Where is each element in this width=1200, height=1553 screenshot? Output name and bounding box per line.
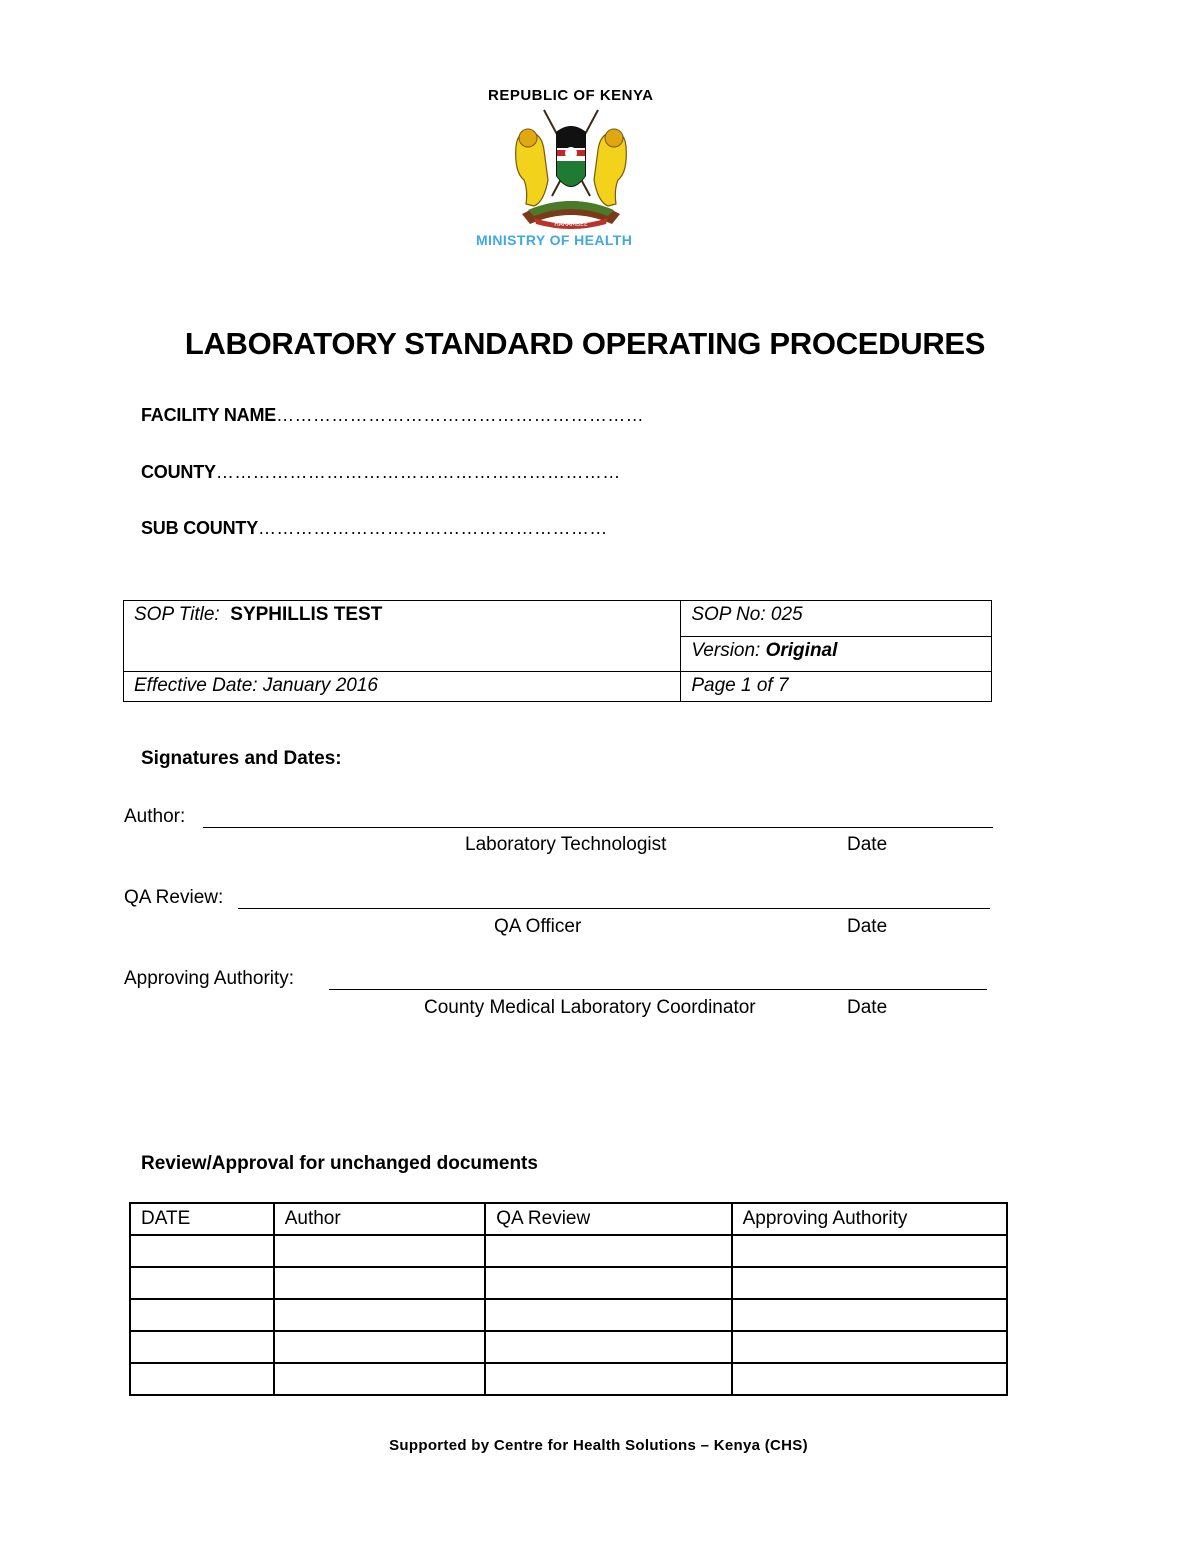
- emblem-motto: HARAMBEE: [554, 221, 588, 228]
- ministry-name: MINISTRY OF HEALTH: [476, 232, 633, 248]
- facility-name-field: [141, 405, 644, 426]
- table-cell[interactable]: [732, 1267, 1007, 1299]
- table-cell[interactable]: [130, 1331, 274, 1363]
- sop-number: SOP No: 025: [691, 604, 803, 625]
- table-cell[interactable]: [274, 1235, 486, 1267]
- approving-authority-role: County Medical Laboratory Coordinator: [424, 997, 756, 1018]
- author-signature-label: Author:: [124, 806, 186, 827]
- table-cell[interactable]: [274, 1363, 486, 1395]
- approving-authority-signature-label: Approving Authority:: [124, 968, 295, 989]
- sop-title-label: SOP Title:: [134, 604, 220, 625]
- sub-county-field: [141, 518, 608, 539]
- table-row: [130, 1267, 1007, 1299]
- author-date-label: Date: [847, 834, 888, 855]
- qa-review-signature-label: QA Review:: [124, 887, 224, 908]
- table-row: [130, 1331, 1007, 1363]
- table-cell[interactable]: [732, 1363, 1007, 1395]
- approving-authority-date-label: Date: [847, 997, 888, 1018]
- sop-version-value: Original: [765, 639, 838, 661]
- table-cell[interactable]: [485, 1363, 731, 1395]
- review-col-qa-review: QA Review: [485, 1203, 731, 1235]
- sop-title-value: SYPHILLIS TEST: [230, 604, 383, 625]
- footer-support-note: Supported by Centre for Health Solutions – Kenya (CHS): [389, 1437, 808, 1454]
- document-title: LABORATORY STANDARD OPERATING PROCEDURES: [184, 326, 986, 361]
- qa-review-role: QA Officer: [494, 916, 582, 937]
- table-cell[interactable]: [130, 1299, 274, 1331]
- review-approval-table: [129, 1202, 1008, 1396]
- table-cell[interactable]: [130, 1363, 274, 1395]
- qa-review-signature-line[interactable]: [238, 908, 990, 909]
- table-cell[interactable]: [485, 1299, 731, 1331]
- review-approval-heading: Review/Approval for unchanged documents: [141, 1153, 538, 1174]
- review-col-approving-authority: Approving Authority: [732, 1203, 1007, 1235]
- county-dots: …………………………………………………………: [215, 462, 621, 482]
- signatures-heading: Signatures and Dates:: [141, 748, 342, 769]
- sop-effective-date-cell: [124, 672, 681, 702]
- sop-version-label: Version:: [691, 639, 761, 661]
- country-name: REPUBLIC OF KENYA: [488, 87, 654, 104]
- table-cell[interactable]: [274, 1267, 486, 1299]
- sub-county-dots: …………………………………………………: [258, 518, 608, 538]
- table-cell[interactable]: [485, 1267, 731, 1299]
- table-cell[interactable]: [732, 1331, 1007, 1363]
- table-cell[interactable]: [274, 1331, 486, 1363]
- approving-authority-signature-line[interactable]: [329, 989, 987, 990]
- sop-info-table: [123, 600, 992, 702]
- table-cell[interactable]: [485, 1331, 731, 1363]
- table-cell[interactable]: [274, 1299, 486, 1331]
- review-table-header-row: [130, 1203, 1007, 1235]
- kenya-coat-of-arms-icon: [508, 106, 634, 230]
- county-label: COUNTY: [141, 462, 216, 482]
- sop-number-cell: [681, 601, 992, 637]
- sub-county-label: SUB COUNTY: [141, 518, 259, 538]
- sop-effective-date: Effective Date: January 2016: [134, 675, 378, 696]
- table-row: [130, 1363, 1007, 1395]
- review-col-date: DATE: [130, 1203, 274, 1235]
- table-cell[interactable]: [485, 1235, 731, 1267]
- qa-review-date-label: Date: [847, 916, 888, 937]
- sop-version-cell: [681, 636, 992, 672]
- table-row: [130, 1299, 1007, 1331]
- sop-page-number: Page 1 of 7: [691, 675, 789, 696]
- county-field: [141, 462, 621, 483]
- author-role: Laboratory Technologist: [465, 834, 667, 855]
- author-signature-line[interactable]: [203, 827, 993, 828]
- table-cell[interactable]: [732, 1299, 1007, 1331]
- table-row: [130, 1235, 1007, 1267]
- table-cell[interactable]: [130, 1235, 274, 1267]
- table-cell[interactable]: [130, 1267, 274, 1299]
- facility-name-dots: ……………………………………………………: [276, 405, 645, 425]
- review-col-author: Author: [274, 1203, 486, 1235]
- sop-title-cell: [124, 601, 681, 672]
- table-cell[interactable]: [732, 1235, 1007, 1267]
- sop-page-cell: [681, 672, 992, 702]
- facility-name-label: FACILITY NAME: [141, 405, 277, 425]
